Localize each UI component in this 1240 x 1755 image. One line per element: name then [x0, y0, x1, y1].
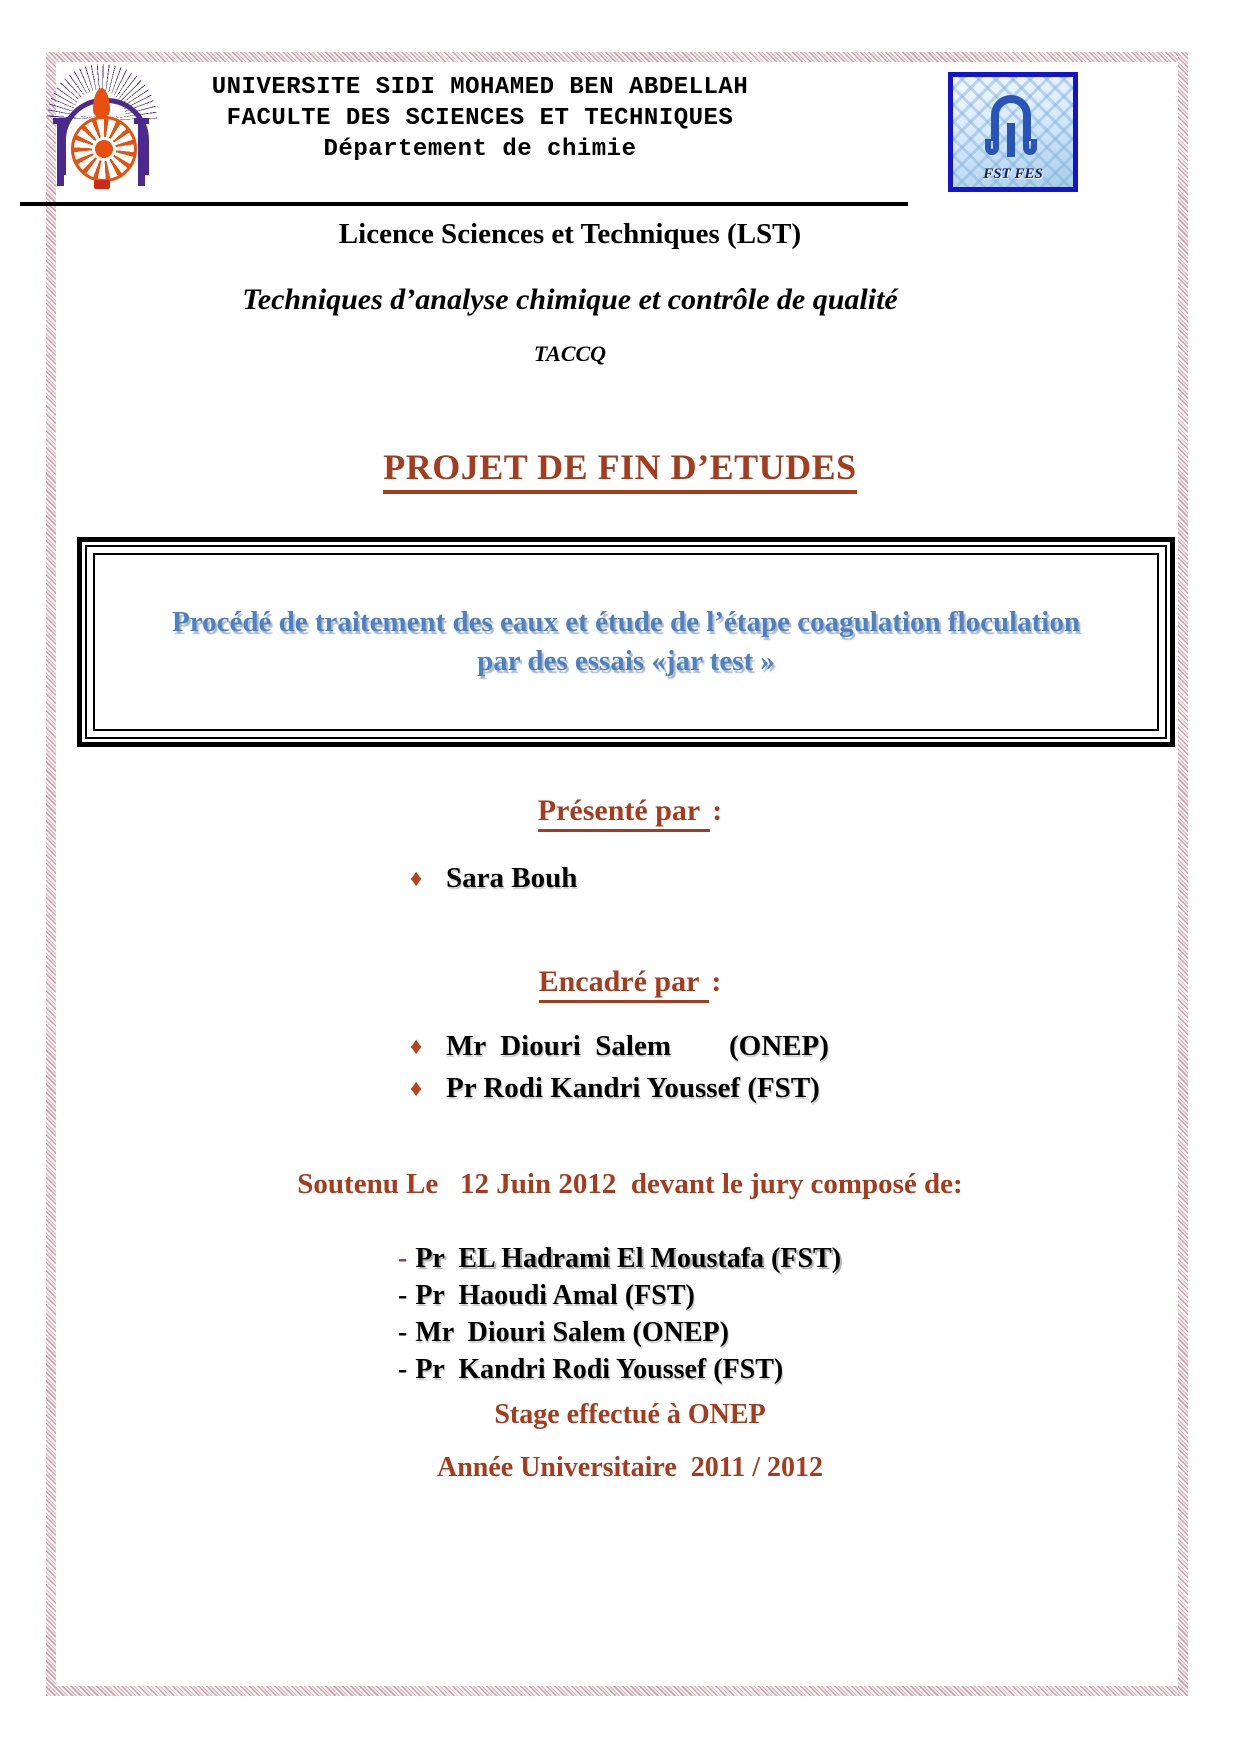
university-name: UNIVERSITE SIDI MOHAMED BEN ABDELLAH — [211, 74, 749, 101]
student-name: Sara Bouh — [446, 862, 578, 894]
jury-member: Pr Kandri Rodi Youssef (FST) — [415, 1354, 784, 1385]
fst-logo-label: FST FES — [983, 166, 1043, 182]
project-title-line1: Procédé de traitement des eaux et étude de l’étape coagulation floculation — [172, 606, 1080, 638]
presented-by-colon: : — [712, 794, 723, 827]
presented-by-label: Présenté par — [538, 794, 710, 832]
fst-logo-foot-left — [985, 139, 999, 155]
jury-row — [398, 1277, 1118, 1314]
fst-logo-foot-right — [1023, 139, 1037, 155]
department-name: Département de chimie — [323, 136, 637, 163]
specialty-title: Techniques d’analyse chimique et contrôle de qualité — [242, 283, 898, 316]
jury-member: Mr Diouri Salem (ONEP) — [415, 1317, 729, 1348]
emblem-red-mark — [94, 180, 110, 189]
degree-title: Licence Sciences et Techniques (LST) — [338, 218, 802, 250]
jury-dash: - — [398, 1280, 408, 1311]
supervised-by-heading — [40, 965, 1220, 999]
fst-logo-stem — [1007, 123, 1015, 157]
project-title-line2: par des essais «jar test » — [477, 645, 775, 677]
header-divider-line — [20, 202, 908, 206]
page-border-bottom — [46, 1686, 1188, 1696]
diamond-bullet-icon: ♦ — [410, 1076, 423, 1102]
diamond-bullet-icon: ♦ — [410, 866, 423, 892]
jury-list — [398, 1240, 1118, 1388]
institution-header — [160, 72, 800, 165]
project-title-box-mid-border — [85, 545, 1167, 739]
academic-year-line: Année Universitaire 2011 / 2012 — [436, 1452, 823, 1483]
supervisor-name: Pr Rodi Kandri Youssef (FST) — [446, 1072, 820, 1104]
supervisor-row — [410, 1026, 1190, 1068]
supervisor-row — [410, 1068, 1190, 1110]
specialty-acronym: TACCQ — [533, 341, 607, 366]
jury-row — [398, 1314, 1118, 1351]
supervisor-list — [410, 1026, 1190, 1110]
project-heading — [0, 446, 1240, 488]
emblem-medallion — [71, 116, 137, 182]
fst-fes-logo — [948, 72, 1078, 192]
jury-dash: - — [398, 1243, 408, 1274]
jury-member: Pr Haoudi Amal (FST) — [415, 1280, 695, 1311]
project-title-box-inner-border — [93, 553, 1159, 731]
jury-member: Pr EL Hadrami El Moustafa (FST) — [415, 1243, 842, 1274]
project-heading-text: PROJET DE FIN D’ETUDES — [383, 447, 856, 494]
jury-row — [398, 1240, 1118, 1277]
project-title-box — [77, 537, 1175, 747]
supervisor-name: Mr Diouri Salem (ONEP) — [446, 1030, 829, 1062]
student-row — [410, 862, 1190, 895]
supervised-by-colon: : — [711, 965, 722, 998]
defense-intro: Soutenu Le 12 Juin 2012 devant le jury composé de: — [297, 1168, 963, 1200]
internship-line: Stage effectué à ONEP — [494, 1399, 766, 1430]
page-border-top — [46, 52, 1188, 62]
jury-dash: - — [398, 1354, 408, 1385]
presented-by-heading — [40, 794, 1220, 828]
supervised-by-label: Encadré par — [539, 965, 710, 1003]
faculty-name: FACULTE DES SCIENCES ET TECHNIQUES — [226, 105, 734, 132]
jury-dash: - — [398, 1317, 408, 1348]
diamond-bullet-icon: ♦ — [410, 1034, 423, 1060]
jury-row — [398, 1351, 1118, 1388]
university-emblem-icon — [44, 58, 160, 196]
